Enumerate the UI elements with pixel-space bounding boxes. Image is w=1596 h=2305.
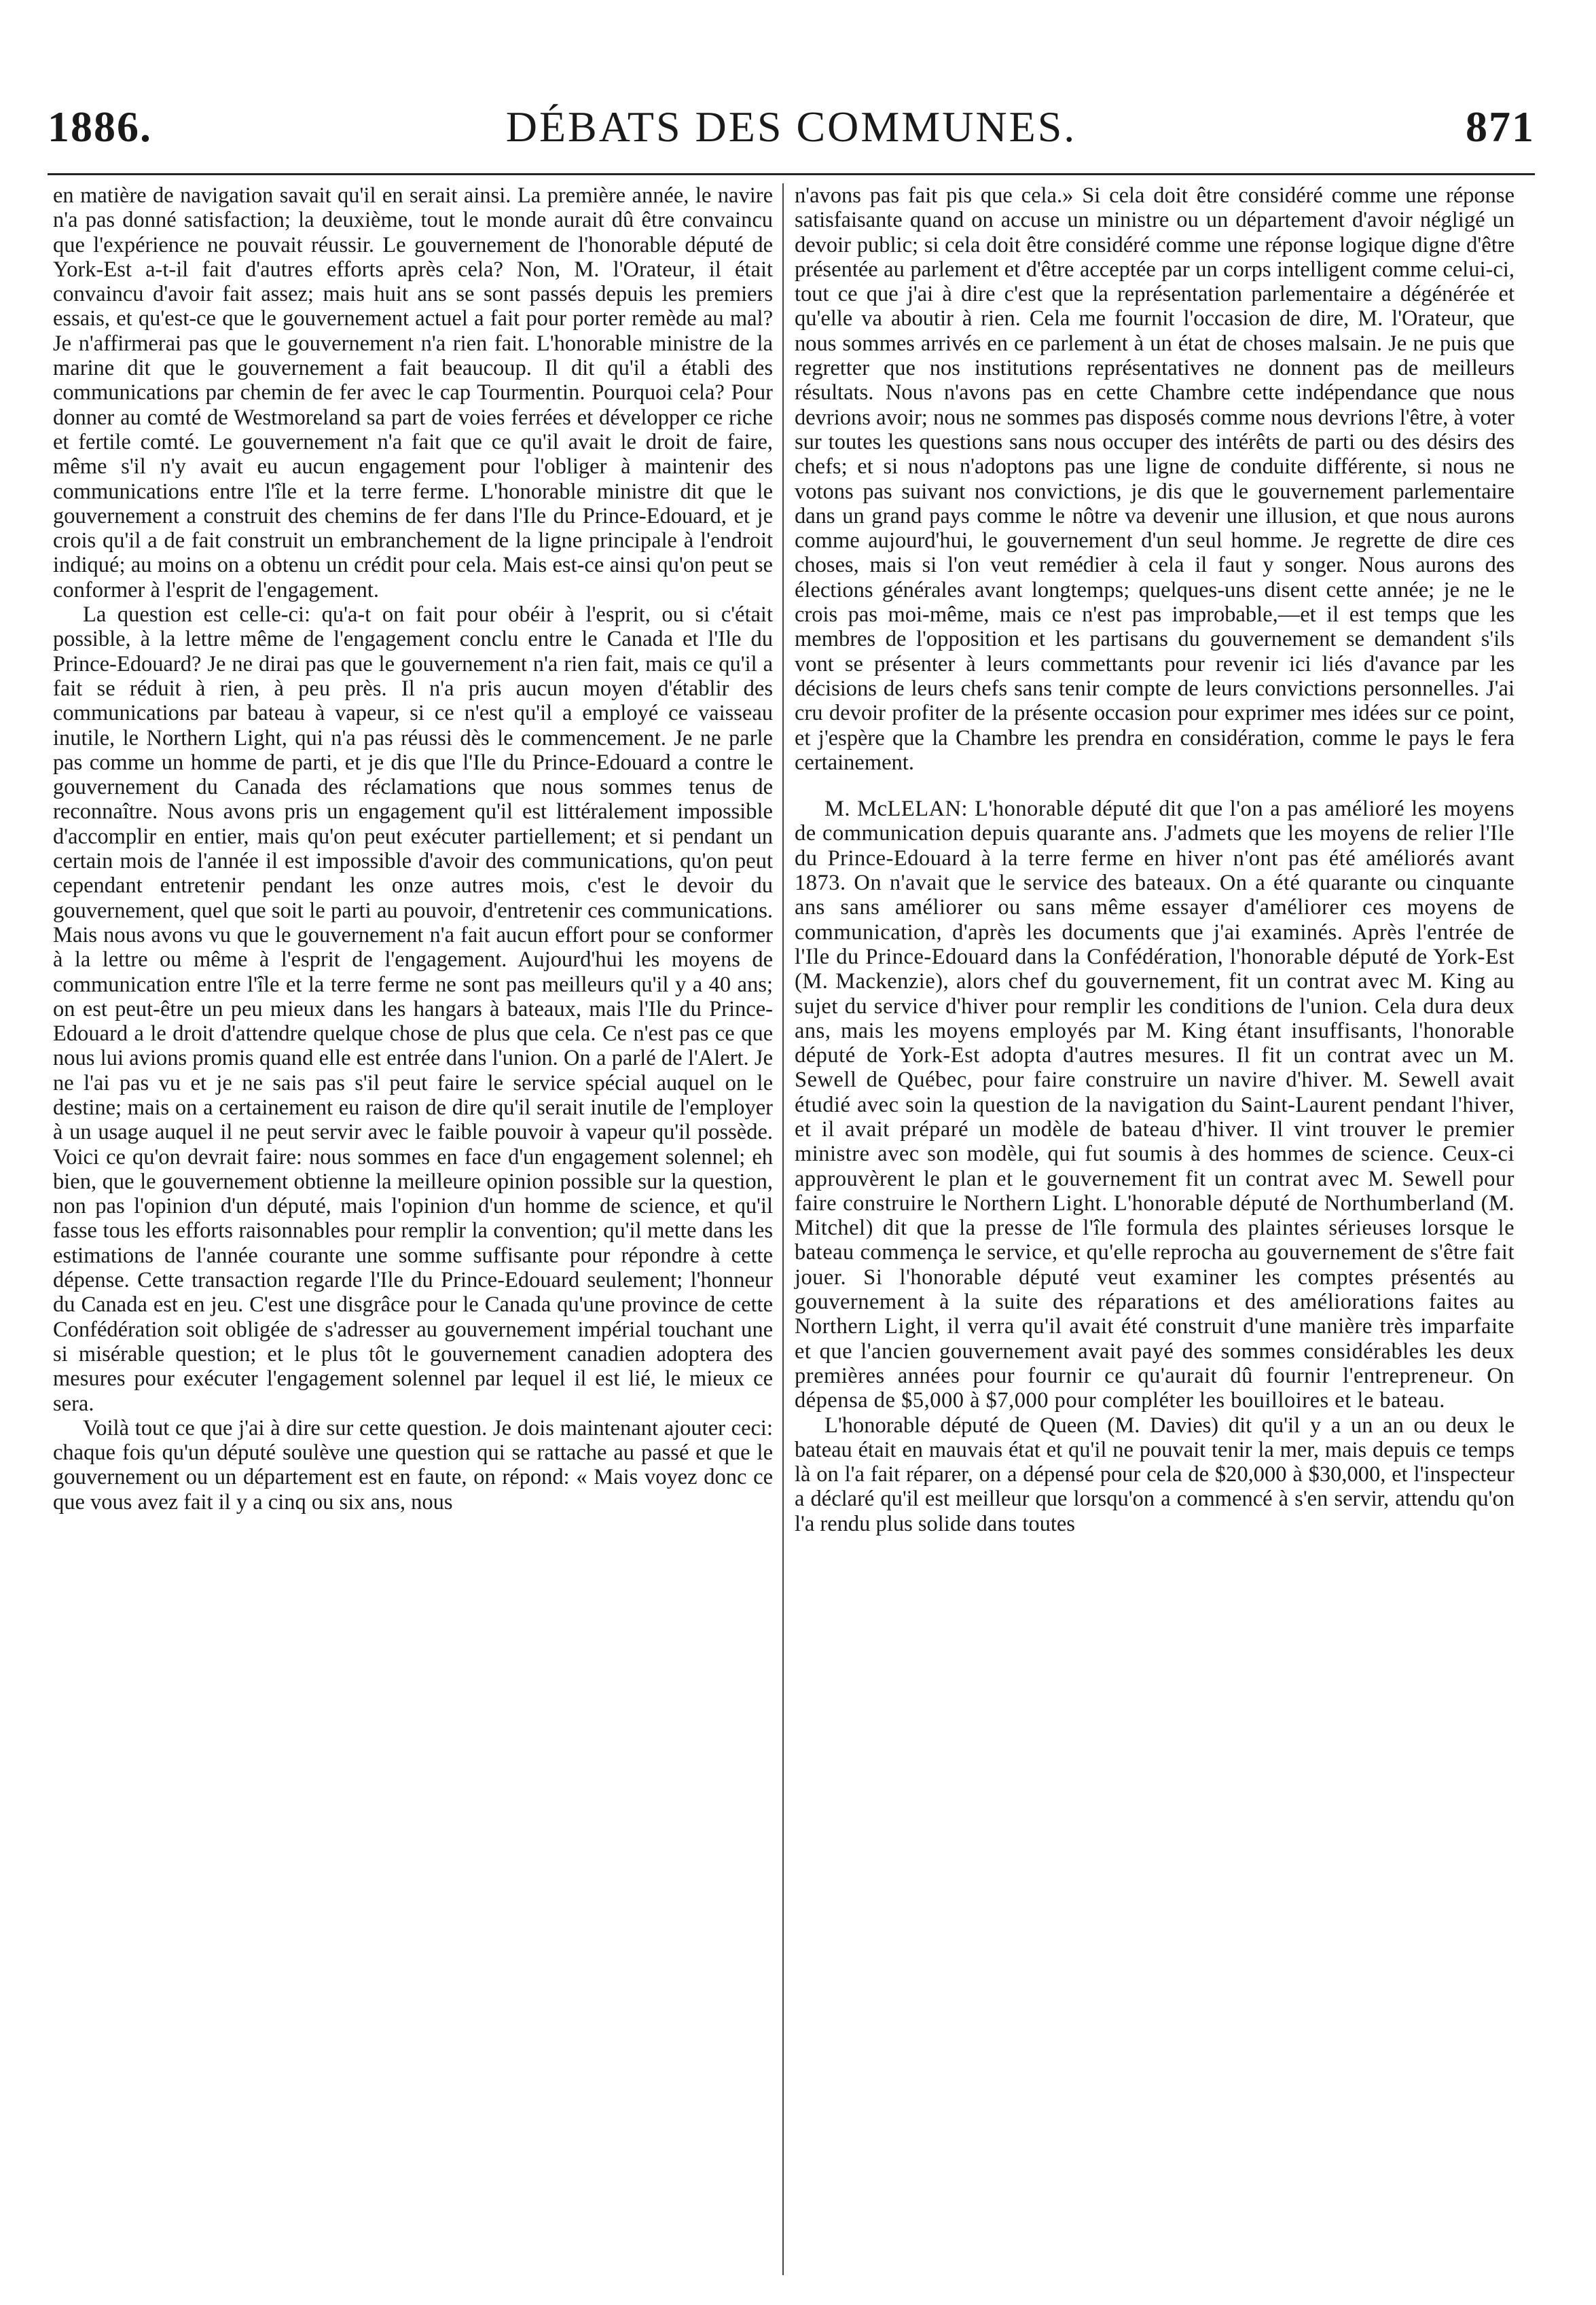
right-paragraph-mclelan: M. McLELAN: L'honorable député dit que l'on a pas amélioré les moyens de communication depuis quarante ans. J'admets que les moyens de relier l'Ile du Prince-Edouard à la terre ferme en hiver n'ont pas été améliorés avant 1873. On n'avait que le service des bateaux. On a été quarante ou cinquante ans sans améliorer ou sans même essayer d'améliorer ces moyens de communication, d'après les documents que j'ai examinés. Après l'entrée de l'Ile du Prince-Edouard dans la Confédération, l'honorable député de York-Est (M. Mackenzie), alors chef du gouvernement, fit un contrat avec M. King au sujet du service d'hiver pour remplir les conditions de l'union. Cela dura deux ans, mais les moyens employés par M. King étant insuffisants, l'honorable député de York-Est adopta d'autres mesures. Il fit un contrat avec un M. Sewell de Québec, pour faire construire un navire d'hiver. M. Sewell avait étudié avec soin la question de la navigation du Saint-Laurent pendant l'hiver, et il avait préparé un modèle de bateau d'hiver. Il vint trouver le premier ministre avec son modèle, qui fut soumis à des hommes de science. Ceux-ci approuvèrent le plan et le gouvernement fit un contrat avec M. Sewell pour faire construire le Northern Light. L'honorable député de Northumberland (M. Mitchel) dit que la presse de l'île formula des plaintes sérieuses lorsque le bateau commença le service, et qu'elle reprocha au gouvernement de s'être fait jouer. Si l'honorable député veut examiner les comptes présentés au gouvernement à la suite des réparations et des améliorations faites au Northern Light, il verra qu'il avait été construit d'une manière très imparfaite et que l'ancien gouvernement avait payé des sommes considérables les deux premières années pour fournir ce qu'aurait dû fournir l'entrepreneur. On dépensa de $5,000 à $7,000 pour compléter les bouilloires et le bateau. bbox=[795, 797, 1515, 1413]
left-paragraph-3: Voilà tout ce que j'ai à dire sur cette question. Je dois maintenant ajouter ceci: chaque fois qu'un député soulève une question qui se rattache au passé et que le gouvernement ou un département est en faute, on répond: « Mais voyez donc ce que vous avez fait il y a cinq ou six ans, nous bbox=[53, 1415, 773, 1514]
header-page-number: 871 bbox=[1466, 103, 1535, 151]
left-column bbox=[53, 183, 773, 1514]
right-paragraph-1: n'avons pas fait pis que cela.» Si cela doit être considéré comme une réponse satisfaisante quand on accuse un ministre ou un département d'avoir négligé un devoir public; si cela doit être considéré comme une réponse logique digne d'être présentée au parlement et d'être acceptée par un corps intelligent comme celui-ci, tout ce que j'ai à dire c'est que la représentation parlementaire a dégénérée et qu'elle va aboutir à rien. Cela me fournit l'occasion de dire, M. l'Orateur, que nous sommes arrivés en ce parlement à un état de choses malsain. Je ne puis que regretter que nos institutions représentatives ne donnent pas de meilleurs résultats. Nous n'avons pas en cette Chambre cette indépendance que nous devrions avoir; nous ne sommes pas disposés comme nous devrions l'être, à voter sur toutes les questions sans nous occuper des intérêts de parti ou des désirs des chefs; et si nous n'adoptons pas une ligne de conduite différente, si nous ne votons pas suivant nos convictions, je dis que le gouvernement parlementaire dans un grand pays comme le nôtre va devenir une illusion, et que nous aurons comme aujourd'hui, le gouvernement d'un seul homme. Je regrette de dire ces choses, mais si l'on veut remédier à cela il faut y songer. Nous aurons des élections générales avant longtemps; quelques-uns disent cette année; je ne le crois pas moi-même, mais ce n'est pas improbable,—et il est temps que les membres de l'opposition et les partisans du gouvernement se demandent s'ils vont se présenter à leurs commettants pour revenir ici liés d'avance par les décisions de leurs chefs sans tenir compte de leurs convictions personnelles. J'ai cru devoir profiter de la présente occasion pour exprimer mes idées sur ce point, et j'espère que la Chambre les prendra en considération, comme le pays le fera certainement. bbox=[795, 183, 1515, 775]
left-paragraph-1: en matière de navigation savait qu'il en serait ainsi. La première année, le navire n'a pas donné satisfaction; la deuxième, tout le monde aurait dû être convaincu que l'expérience ne pouvait réussir. Le gouvernement de l'honorable député de York-Est a-t-il fait d'autres efforts après cela? Non, M. l'Orateur, il était convaincu d'avoir fait assez; mais huit ans se sont passés depuis les premiers essais, et qu'est-ce que le gouvernement actuel a fait pour porter remède au mal? Je n'affirmerai pas que le gouvernement n'a rien fait. L'honorable ministre de la marine dit que le gouvernement a fait beaucoup. Il dit qu'il a établi des communications par chemin de fer avec le cap Tourmentin. Pourquoi cela? Pour donner au comté de Westmoreland sa part de voies ferrées et développer ce riche et fertile comté. Le gouvernement n'a fait que ce qu'il avait le droit de faire, même s'il n'y avait eu aucun engagement pour l'obliger à maintenir des communications entre l'île et la terre ferme. L'honorable ministre dit que le gouvernement a construit des chemins de fer dans l'Ile du Prince-Edouard, et je crois qu'il a de fait construit un embranchement de la ligne principale à l'endroit indiqué; au moins on a obtenu un crédit pour cela. Mais est-ce ainsi qu'on peut se conformer à l'esprit de l'engagement. bbox=[53, 183, 773, 602]
right-paragraph-3: L'honorable député de Queen (M. Davies) dit qu'il y a un an ou deux le bateau était en mauvais état et qu'il ne pouvait tenir la mer, mais depuis ce temps là on l'a fait réparer, on a dépensé pour cela de $20,000 à $30,000, et l'inspecteur a déclaré qu'il est meilleur que lorsqu'on a commencé à s'en servir, attendu qu'on l'a rendu plus solide dans toutes bbox=[795, 1413, 1515, 1536]
header-year: 1886. bbox=[48, 103, 152, 151]
right-column bbox=[795, 183, 1515, 1536]
left-paragraph-2: La question est celle-ci: qu'a-t on fait pour obéir à l'esprit, ou si c'était possible, à la lettre même de l'engagement conclu entre le Canada et l'Ile du Prince-Edouard? Je ne dirai pas que le gouvernement n'a rien fait, mais ce qu'il a fait se réduit à rien, à peu près. Il n'a pris aucun moyen d'établir des communications par bateau à vapeur, si ce n'est qu'il a employé ce vaisseau inutile, le Northern Light, qui n'a pas réussi dès le commencement. Je ne parle pas comme un homme de parti, et je dis que l'Ile du Prince-Edouard a contre le gouvernement du Canada des réclamations que nous sommes tenus de reconnaître. Nous avons pris un engagement qu'il est littéralement impossible d'accomplir en entier, mais qu'on peut exécuter partiellement; et si pendant un certain mois de l'année il est impossible d'avoir des communications, qu'on peut cependant entretenir pendant les onze autres mois, c'est le devoir du gouvernement, quel que soit le parti au pouvoir, d'entretenir ces communications. Mais nous avons vu que le gouvernement n'a fait aucun effort pour se conformer à la lettre ou même à l'esprit de l'engagement. Aujourd'hui les moyens de communication entre l'île et la terre ferme ne sont pas meilleurs qu'il y a 40 ans; on est peut-être un peu mieux dans les hangars à bateaux, mais l'Ile du Prince-Edouard a le droit d'attendre quelque chose de plus que cela. Ce n'est pas ce que nous lui avions promis quand elle est entrée dans l'union. On a parlé de l'Alert. Je ne l'ai pas vu et je ne sais pas s'il peut faire le service spécial auquel on le destine; mais on a certainement eu raison de dire qu'il serait inutile de l'employer à un usage auquel il ne peut servir avec le faible pouvoir à vapeur qu'il possède. Voici ce qu'on devrait faire: nous sommes en face d'un engagement solennel; eh bien, que le gouvernement obtienne la meilleure opinion possible sur la question, non pas l'opinion d'un député, mais l'opinion d'un homme de science, et qu'il fasse tous les efforts raisonnables pour remplir la convention; qu'il mette dans les estimations de l'année courante une somme suffisante pour répondre à cette dépense. Cette transaction regarde l'Ile du Prince-Edouard seulement; l'honneur du Canada est en jeu. C'est une disgrâce pour le Canada qu'une province de cette Confédération soit obligée de s'adresser au gouvernement impérial touchant une si misérable question; et le plus tôt le gouvernement canadien adoptera des mesures pour exécuter l'engagement solennel par lequel il est lié, le mieux ce sera. bbox=[53, 602, 773, 1416]
header-rule bbox=[48, 173, 1535, 175]
header-title: DÉBATS DES COMMUNES. bbox=[505, 103, 1077, 151]
column-divider bbox=[782, 183, 784, 2275]
page-header bbox=[48, 102, 1535, 156]
